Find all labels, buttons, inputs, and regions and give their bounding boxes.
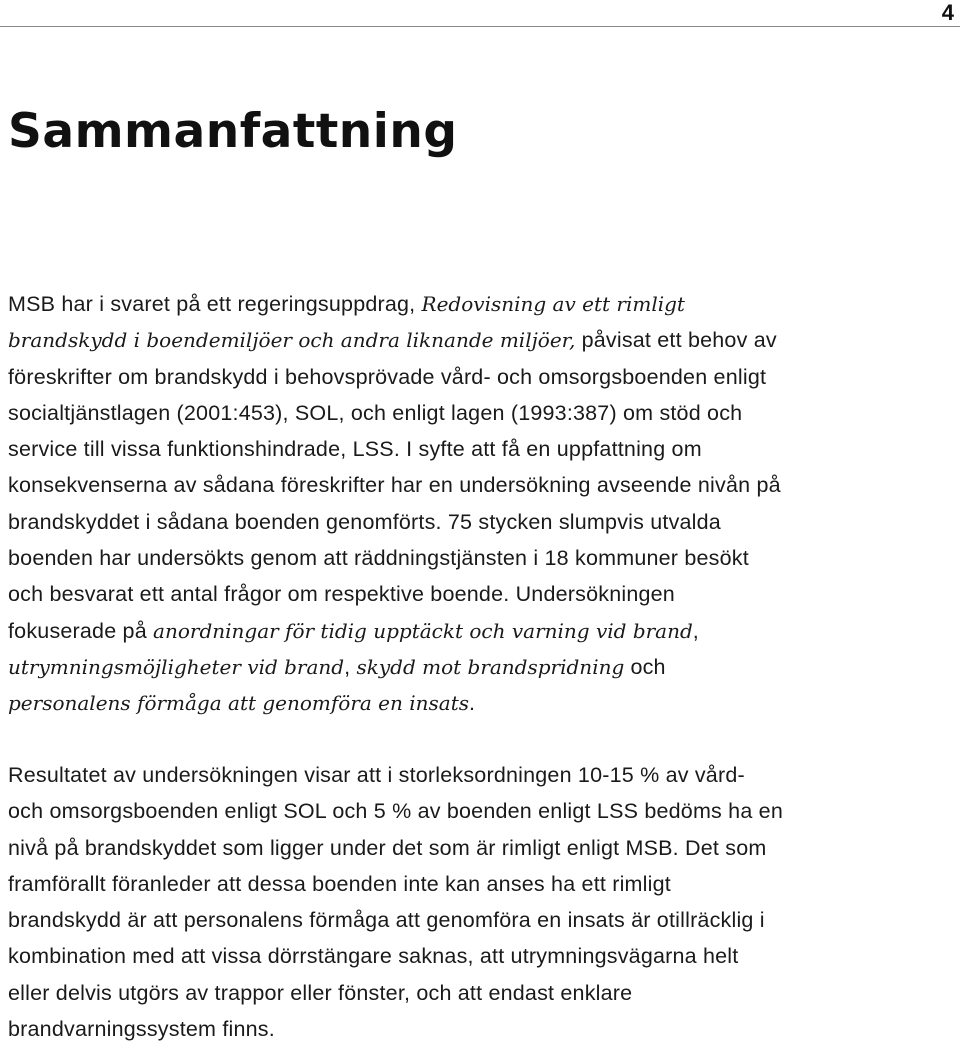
focus-area-italic: utrymningsmöjligheter vid brand	[8, 654, 345, 679]
text-line	[8, 286, 958, 322]
text-line	[8, 322, 958, 358]
text-line: framförallt föranleder att dessa boenden inte kan anses ha ett rimligt	[8, 871, 671, 896]
text-line: och omsorgsboenden enligt SOL och 5 % av boenden enligt LSS bedöms ha en	[8, 799, 783, 824]
text-span: .	[469, 691, 476, 716]
summary-paragraph-1	[8, 286, 958, 722]
text-span: ,	[344, 654, 357, 679]
page-title: Sammanfattning	[8, 104, 458, 159]
page-number: 4	[941, 0, 954, 25]
text-line: kombination med att vissa dörrstängare saknas, att utrymningsvägarna helt	[8, 944, 739, 969]
text-line: eller delvis utgörs av trappor eller fönster, och att endast enklare	[8, 980, 633, 1005]
text-line: föreskrifter om brandskydd i behovsprövade vård- och omsorgsboenden enligt	[8, 364, 767, 389]
focus-area-italic: anordningar för tidig upptäckt och varning vid brand	[153, 618, 693, 643]
text-line: service till vissa funktionshindrade, LSS. I syfte att få en uppfattning om	[8, 437, 702, 462]
text-span: MSB har i svaret på ett regeringsuppdrag,	[8, 292, 422, 316]
summary-paragraph-2	[8, 757, 958, 1047]
text-line	[8, 649, 958, 685]
text-span: påvisat ett behov av	[575, 328, 777, 353]
text-line: brandskyddet i sådana boenden genomförts. 75 stycken slumpvis utvalda	[8, 509, 721, 534]
text-line	[8, 613, 958, 649]
text-line: boenden har undersökts genom att räddningstjänsten i 18 kommuner besökt	[8, 546, 749, 571]
focus-area-italic: personalens förmåga att genomföra en insats	[8, 691, 470, 716]
focus-area-italic: skydd mot brandspridning	[356, 654, 625, 679]
text-line: brandskydd är att personalens förmåga att genomföra en insats är otillräcklig i	[8, 908, 765, 933]
text-line: socialtjänstlagen (2001:453), SOL, och enligt lagen (1993:387) om stöd och	[8, 400, 743, 425]
header-rule	[0, 26, 960, 27]
text-span: fokuserade på	[8, 618, 154, 643]
text-line: konsekvenserna av sådana föreskrifter har en undersökning avseende nivån på	[8, 473, 781, 498]
text-line: brandvarningssystem finns.	[8, 1017, 275, 1042]
report-title-italic: Redovisning av ett rimligt	[421, 292, 685, 316]
text-line: och besvarat ett antal frågor om respektive boende. Undersökningen	[8, 582, 675, 607]
text-span: och	[624, 654, 666, 679]
text-line	[8, 685, 958, 721]
text-line: nivå på brandskyddet som ligger under det som är rimligt enligt MSB. Det som	[8, 835, 767, 860]
report-title-italic: brandskydd i boendemiljöer och andra liknande miljöer,	[8, 328, 576, 353]
text-span: ,	[692, 618, 699, 643]
text-line: Resultatet av undersökningen visar att i storleksordningen 10-15 % av vård-	[8, 763, 745, 787]
